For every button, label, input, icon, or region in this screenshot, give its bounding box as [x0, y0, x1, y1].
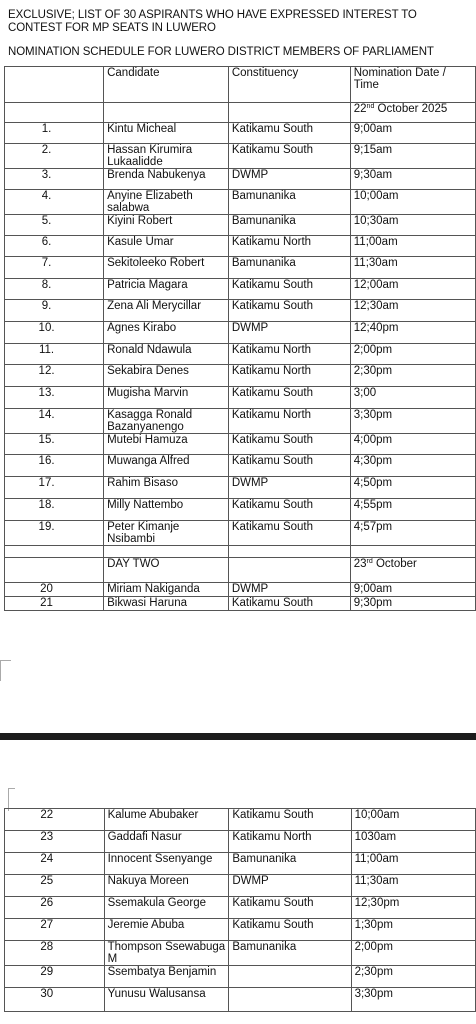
- header-number: [5, 67, 104, 103]
- nomination-time: 3;30pm: [350, 409, 475, 434]
- day-two-date: [350, 558, 475, 583]
- row-number: 16.: [5, 455, 104, 477]
- date-month: October: [375, 558, 417, 570]
- nomination-time: 1;30pm: [351, 919, 475, 941]
- nomination-time: 12;30pm: [351, 897, 475, 919]
- candidate-name: Zena Ali Merycillar: [104, 300, 229, 322]
- constituency: Katikamu South: [228, 455, 350, 477]
- candidate-name: Muwanga Alfred: [104, 455, 229, 477]
- constituency: DWMP: [228, 583, 350, 597]
- row-number: 21: [5, 597, 104, 611]
- candidate-name: Ronald Ndawula: [104, 344, 229, 365]
- table-row: [5, 831, 476, 853]
- date-suffix: nd: [366, 103, 375, 110]
- empty-cell: [228, 103, 350, 123]
- nomination-time: 2;00pm: [350, 344, 475, 365]
- day-one-row: [5, 103, 476, 123]
- nomination-time: 4;57pm: [350, 521, 475, 546]
- schedule-table-part2: [4, 808, 476, 1012]
- row-number: 20: [5, 583, 104, 597]
- empty-cell: [104, 103, 229, 123]
- empty-cell: [104, 546, 229, 558]
- nomination-time: 4;55pm: [350, 499, 475, 521]
- nomination-time: 3;30pm: [351, 988, 475, 1012]
- row-number: 26: [5, 897, 105, 919]
- constituency: Katikamu South: [228, 387, 350, 409]
- candidate-name: Kintu Micheal: [104, 123, 229, 144]
- constituency: Bamunanika: [228, 190, 350, 215]
- row-number: 5.: [5, 215, 104, 236]
- constituency: Katikamu South: [229, 809, 351, 831]
- nomination-time: 10;30am: [350, 215, 475, 236]
- candidate-name: Anyine Elizabeth salabwa: [104, 190, 229, 215]
- candidate-name: Mutebi Hamuza: [104, 434, 229, 455]
- candidate-name: Peter Kimanje Nsibambi: [104, 521, 229, 546]
- row-number: 23: [5, 831, 105, 853]
- empty-cell: [350, 546, 475, 558]
- constituency: [229, 988, 351, 1012]
- row-number: 19.: [5, 521, 104, 546]
- nomination-time: 9;30pm: [350, 597, 475, 611]
- nomination-time: 11;00am: [351, 853, 475, 875]
- nomination-time: 2;30pm: [350, 365, 475, 387]
- constituency: Katikamu South: [229, 897, 351, 919]
- table-row: [5, 499, 476, 521]
- table-row: [5, 455, 476, 477]
- table-row: [5, 300, 476, 322]
- constituency: Katikamu North: [228, 344, 350, 365]
- candidate-name: Sekabira Denes: [104, 365, 229, 387]
- row-number: 11.: [5, 344, 104, 365]
- row-number: 13.: [5, 387, 104, 409]
- candidate-name: Kasule Umar: [104, 236, 229, 257]
- nomination-time: 12;40pm: [350, 322, 475, 344]
- constituency: Bamunanika: [229, 941, 351, 966]
- constituency: Katikamu South: [228, 144, 350, 169]
- nomination-time: 4;50pm: [350, 477, 475, 499]
- table-row: [5, 477, 476, 499]
- constituency: [229, 966, 351, 988]
- constituency: Bamunanika: [229, 853, 351, 875]
- table-row: [5, 919, 476, 941]
- constituency: Katikamu South: [228, 279, 350, 300]
- spacer-row: [5, 546, 476, 558]
- candidate-name: Yunusu Walusansa: [104, 988, 229, 1012]
- document-subtitle: NOMINATION SCHEDULE FOR LUWERO DISTRICT MEMBERS OF PARLIAMENT: [8, 46, 434, 58]
- candidate-name: Kalume Abubaker: [104, 809, 229, 831]
- table-row: [5, 875, 476, 897]
- schedule-table-part1: [4, 66, 476, 611]
- row-number: 28: [5, 941, 105, 966]
- table-row: [5, 853, 476, 875]
- row-number: 4.: [5, 190, 104, 215]
- table-header-row: [5, 67, 476, 103]
- candidate-name: Kiyini Robert: [104, 215, 229, 236]
- constituency: Katikamu South: [228, 521, 350, 546]
- candidate-name: Ssembatya Benjamin: [104, 966, 229, 988]
- row-number: 2.: [5, 144, 104, 169]
- table-row: [5, 597, 476, 611]
- row-number: 14.: [5, 409, 104, 434]
- date-day: 22: [353, 103, 367, 115]
- candidate-name: Innocent Ssenyange: [104, 853, 229, 875]
- nomination-time: 9;15am: [350, 144, 475, 169]
- constituency: Katikamu South: [229, 919, 351, 941]
- constituency: Katikamu South: [228, 499, 350, 521]
- nomination-time: 9;00am: [350, 583, 475, 597]
- row-number: 10.: [5, 322, 104, 344]
- header-candidate: Candidate: [104, 67, 229, 103]
- candidate-name: Mugisha Marvin: [104, 387, 229, 409]
- nomination-time: 4;00pm: [350, 434, 475, 455]
- candidate-name: Hassan Kirumira Lukaalidde: [104, 144, 229, 169]
- table-row: [5, 583, 476, 597]
- row-number: 8.: [5, 279, 104, 300]
- table-row: [5, 521, 476, 546]
- empty-cell: [5, 558, 104, 583]
- day-two-row: [5, 558, 476, 583]
- row-number: 29: [5, 966, 105, 988]
- row-number: 7.: [5, 257, 104, 279]
- row-number: 22: [5, 809, 105, 831]
- table-row: [5, 365, 476, 387]
- table-row: [5, 144, 476, 169]
- row-number: 25: [5, 875, 105, 897]
- candidate-name: Patricia Magara: [104, 279, 229, 300]
- candidate-name: Kasagga Ronald Bazanyanengo: [104, 409, 229, 434]
- table-row: [5, 279, 476, 300]
- nomination-time: 11;30am: [351, 875, 475, 897]
- day-one-date: [350, 103, 475, 123]
- constituency: Katikamu North: [228, 409, 350, 434]
- constituency: DWMP: [229, 875, 351, 897]
- table-row: [5, 169, 476, 190]
- constituency: Bamunanika: [228, 215, 350, 236]
- candidate-name: Ssemakula George: [104, 897, 229, 919]
- nomination-time: 9;00am: [350, 123, 475, 144]
- table-row: [5, 409, 476, 434]
- table-row: [5, 123, 476, 144]
- nomination-time: 12;00am: [350, 279, 475, 300]
- constituency: Katikamu North: [228, 365, 350, 387]
- page-divider: [0, 733, 476, 740]
- document-title: EXCLUSIVE; LIST OF 30 ASPIRANTS WHO HAVE EXPRESSED INTEREST TO CONTEST FOR MP SEATS IN LUWERO: [8, 9, 417, 34]
- candidate-name: Miriam Nakiganda: [104, 583, 229, 597]
- constituency: DWMP: [228, 169, 350, 190]
- candidate-name: Jeremie Abuba: [104, 919, 229, 941]
- constituency: DWMP: [228, 477, 350, 499]
- nomination-time: 3;00: [350, 387, 475, 409]
- table-row: [5, 344, 476, 365]
- candidate-name: Agnes Kirabo: [104, 322, 229, 344]
- header-nomination: Nomination Date / Time: [350, 67, 475, 103]
- constituency: Katikamu South: [228, 434, 350, 455]
- row-number: 9.: [5, 300, 104, 322]
- row-number: 30: [5, 988, 105, 1012]
- table-row: [5, 257, 476, 279]
- empty-cell: [5, 103, 104, 123]
- row-number: 15.: [5, 434, 104, 455]
- date-day: 23: [353, 558, 367, 570]
- row-number: 17.: [5, 477, 104, 499]
- table-row: [5, 809, 476, 831]
- row-number: 6.: [5, 236, 104, 257]
- table-row: [5, 215, 476, 236]
- candidate-name: Rahim Bisaso: [104, 477, 229, 499]
- constituency: Katikamu South: [228, 300, 350, 322]
- table-row: [5, 322, 476, 344]
- day-two-label: DAY TWO: [104, 558, 229, 583]
- nomination-time: 11;30am: [350, 257, 475, 279]
- nomination-time: 9;30am: [350, 169, 475, 190]
- nomination-time: 2;00pm: [351, 941, 475, 966]
- candidate-name: Brenda Nabukenya: [104, 169, 229, 190]
- constituency: Katikamu North: [229, 831, 351, 853]
- nomination-time: 10;00am: [350, 190, 475, 215]
- date-month: October 2025: [377, 103, 448, 115]
- row-number: 18.: [5, 499, 104, 521]
- candidate-name: Milly Nattembo: [104, 499, 229, 521]
- nomination-time: 4;30pm: [350, 455, 475, 477]
- constituency: DWMP: [228, 322, 350, 344]
- table-row: [5, 236, 476, 257]
- table-row: [5, 941, 476, 966]
- nomination-time: 2;30pm: [351, 966, 475, 988]
- candidate-name: Gaddafi Nasur: [104, 831, 229, 853]
- page-corner-mark: [0, 660, 11, 681]
- row-number: 24: [5, 853, 105, 875]
- table-row: [5, 988, 476, 1012]
- table-row: [5, 387, 476, 409]
- candidate-name: Sekitoleeko Robert: [104, 257, 229, 279]
- row-number: 27: [5, 919, 105, 941]
- nomination-time: 12;30am: [350, 300, 475, 322]
- table-row: [5, 190, 476, 215]
- constituency: Katikamu South: [228, 123, 350, 144]
- candidate-name: Thompson Ssewabuga M: [104, 941, 229, 966]
- constituency: Katikamu South: [228, 597, 350, 611]
- candidate-name: Bikwasi Haruna: [104, 597, 229, 611]
- header-constituency: Constituency: [228, 67, 350, 103]
- table-row: [5, 434, 476, 455]
- constituency: Katikamu North: [228, 236, 350, 257]
- constituency: Bamunanika: [228, 257, 350, 279]
- row-number: 3.: [5, 169, 104, 190]
- table-row: [5, 897, 476, 919]
- nomination-time: 1030am: [351, 831, 475, 853]
- row-number: 1.: [5, 123, 104, 144]
- row-number: 12.: [5, 365, 104, 387]
- empty-cell: [228, 546, 350, 558]
- empty-cell: [228, 558, 350, 583]
- empty-cell: [5, 546, 104, 558]
- nomination-time: 10;00am: [351, 809, 475, 831]
- table-row: [5, 966, 476, 988]
- date-suffix: rd: [366, 558, 373, 565]
- candidate-name: Nakuya Moreen: [104, 875, 229, 897]
- nomination-time: 11;00am: [350, 236, 475, 257]
